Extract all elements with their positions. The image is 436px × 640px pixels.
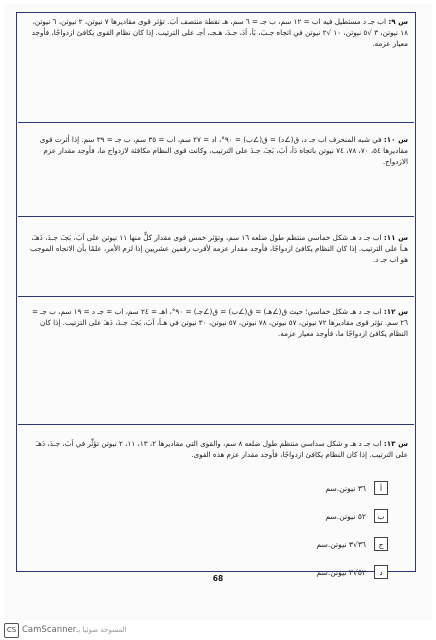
option-c-letter-box[interactable]: ج — [374, 537, 388, 551]
separator-3 — [18, 296, 414, 297]
option-a[interactable] — [188, 479, 388, 497]
page-number: 68 — [212, 574, 224, 583]
question-9-label: س ٩: — [388, 17, 408, 26]
camscanner-logo-icon: CS — [4, 623, 19, 638]
camscanner-name: CamScanner — [22, 625, 77, 635]
question-10-text: في شبه المنحرف اب جـ د، ق(∠د) = ق(∠ب) = ٩٠°، اد = ٢٧ سم، اب = ٣٥ سم، ب جـ = ٣٩ سم. إذا أثرت قوى مقاديرها ٥٤، ٧٠، ٧٨، ٧٤ نيوتن باتجاه دَاَ، اَبَ، بَجـَ، جـدَ على الترتيب، وكانت قوى النظام مكافئة لازدواج ما، فأوجد مقدار عزم الازدواج. — [39, 135, 408, 166]
separator-1 — [18, 122, 414, 123]
option-a-value: ٣٦ نيوتن.سم — [325, 483, 366, 493]
question-9 — [18, 14, 414, 49]
option-c-value: ٣٦√٣ نيوتن.سم — [316, 539, 366, 549]
separator-2 — [18, 216, 414, 217]
option-b-value: ٥٢ نيوتن.سم — [325, 511, 366, 521]
question-10-label: س ١٠: — [383, 135, 408, 144]
worksheet-page — [4, 4, 432, 620]
camscanner-watermark — [4, 623, 132, 638]
question-11-label: س ١١: — [383, 233, 408, 242]
question-13-text: اب جـ د هـ و شكل سداسي منتظم طول ضلعه ٨ سم، والقوى التي مقاديرها ٢، ١٣، ١١، ٢ نيوتن تؤثِّر في اَبَ، جـدَ، دَهـَ على الترتيب. إذا كان النظام يكافئ ازدواجًا، فأوجد مقدار عزم هذه القوى. — [36, 439, 408, 459]
question-12 — [18, 304, 414, 339]
option-d-value: ٥٢√٣ نيوتن.سم — [316, 567, 366, 577]
question-11-text: اب جـ د هـ شكل خماسي منتظم طول ضلعه ١٦ سم، وتؤثر خمس قوى مقدار كلٍّ منها ١١ نيوتن على اَبَ، بَجـَ، جـدَ، دَهـَ، هـاَ على الترتيب. إذا كان النظام يكافئ ازدواجًا، فأوجد مقدار عزمه لأقرب رقمين عشريين إذا لزم الأمر، علمًا بأن الاتجاه الموجب هو اب جـ د. — [30, 233, 408, 264]
option-d-letter-box[interactable]: د — [374, 565, 388, 579]
option-b[interactable] — [188, 507, 388, 525]
question-13 — [18, 436, 414, 460]
separator-4 — [18, 424, 414, 425]
option-c[interactable] — [188, 535, 388, 553]
question-11 — [18, 230, 414, 265]
question-9-text: اب جـ د مستطيل فيه اب = ١٢ سم، ب جـ = ٦ سم، هـ نقطة منتصف اَبَ. تؤثر قوى مقاديرها ٧ نيوتن، ٢ نيوتن، ٦ نيوتن، ١٨ نيوتن، ٣ √٥ نيوتن، ١٠ √٢ نيوتن في اتجاه جـبَ، بَاَ، اَدَ، جـدَ، هـجـ، اَجـ على الترتيب. إذا كان نظام القوى يكافئ ازدواجًا، فأوجد معيار عزمه. — [31, 17, 408, 48]
question-13-label: س ١٣: — [383, 439, 408, 448]
question-10 — [18, 132, 414, 167]
question-12-text: اب جـ د هـ شكل خماسي؛ حيث ق(∠هـ) = ق(∠ب) = ق(∠جـ) = ٩٠°، اهـ = ٢٤ سم، اب = جـ د = ١٩ سم، ب جـ = ٢٦ سم. تؤثر قوى مقاديرها ٧٢ نيوتن، ٥٧ نيوتن، ٧٨ نيوتن، ٥٧ نيوتن، ٣٠ نيوتن في هـاَ، اَبَ، بَجـَ، جـدَ، دَهـَ على الترتيب. إذا كان النظام يكافئ ازدواجًا ما، فأوجد معيار عزمه. — [31, 307, 408, 338]
question-12-label: س ١٢: — [383, 307, 408, 316]
option-a-letter-box[interactable]: أ — [374, 481, 388, 495]
option-b-letter-box[interactable]: ب — [374, 509, 388, 523]
scanned-with-label: المسوحة ضوئيا بـ — [76, 626, 127, 634]
scanner-footer — [0, 620, 436, 640]
